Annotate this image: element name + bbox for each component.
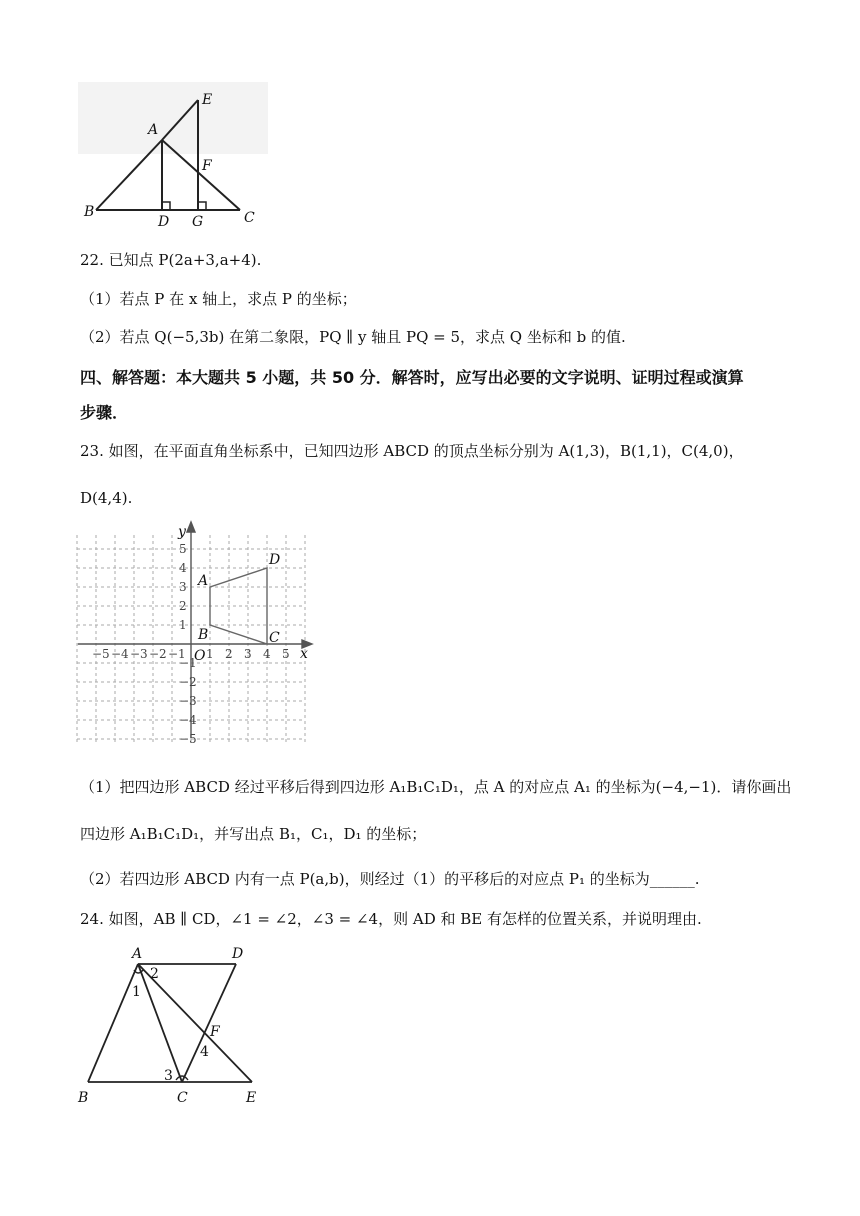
angle-label-3: 3	[164, 1068, 173, 1084]
q22-part2: （2）若点 Q(−5,3b) 在第二象限，PQ ∥ y 轴且 PQ = 5，求点 Q 坐标和 b 的值.	[80, 328, 626, 346]
label-point-d: D	[269, 552, 281, 568]
label-a: A	[148, 122, 159, 138]
x-tick-label: −3	[130, 647, 148, 661]
y-tick-label: −3	[179, 694, 197, 708]
angle-label-2: 2	[150, 966, 159, 982]
y-tick-label: −1	[179, 656, 197, 670]
x-tick-label: −4	[111, 647, 129, 661]
segment-dc	[182, 964, 236, 1082]
x-tick-label: 1	[206, 647, 214, 661]
label-d: D	[158, 214, 170, 227]
q24-stem: 24. 如图，AB ∥ CD，∠1 = ∠2，∠3 = ∠4，则 AD 和 BE 有怎样的位置关系，并说明理由.	[80, 910, 702, 928]
label-b: B	[84, 204, 95, 220]
label-b: B	[78, 1090, 89, 1106]
y-tick-label: 2	[179, 599, 187, 613]
figure-triangle-efg	[78, 82, 268, 227]
label-g: G	[192, 214, 204, 227]
x-tick-label: 3	[244, 647, 252, 661]
label-point-a: A	[198, 573, 209, 589]
y-axis-arrow	[187, 522, 195, 532]
q22-part1: （1）若点 P 在 x 轴上，求点 P 的坐标；	[80, 290, 357, 308]
x-tick-label: 5	[282, 647, 290, 661]
angle-label-1: 1	[132, 984, 141, 1000]
x-tick-label: −1	[168, 647, 186, 661]
label-a: A	[132, 946, 143, 962]
y-tick-label: 1	[179, 618, 187, 632]
x-tick-label: 2	[225, 647, 233, 661]
y-tick-label: 3	[179, 580, 187, 594]
angle-label-4: 4	[200, 1044, 209, 1060]
y-axis-label: y	[178, 524, 186, 540]
y-tick-label: −2	[179, 675, 197, 689]
y-tick-label: 4	[179, 561, 187, 575]
q22-stem: 22. 已知点 P(2a+3,a+4).	[80, 251, 262, 269]
label-point-b: B	[198, 627, 209, 643]
label-e: E	[246, 1090, 257, 1106]
label-e: E	[202, 92, 213, 108]
y-tick-label: −5	[179, 732, 197, 746]
q23-stem-line2: D(4,4).	[80, 489, 133, 507]
segment-ac	[138, 964, 182, 1082]
figure-parallelogram	[72, 940, 272, 1110]
label-f: F	[210, 1024, 220, 1040]
y-tick-label: −4	[179, 713, 197, 727]
q23-stem-line1: 23. 如图，在平面直角坐标系中，已知四边形 ABCD 的顶点坐标分别为 A(1,3)，B(1,1)，C(4,0)，	[80, 442, 744, 460]
q23-part2: （2）若四边形 ABCD 内有一点 P(a,b)，则经过（1）的平移后的对应点 P₁ 的坐标为______.	[80, 870, 700, 888]
y-tick-label: 5	[179, 542, 187, 556]
label-f: F	[202, 158, 212, 174]
label-c: C	[177, 1090, 188, 1106]
x-tick-label: −2	[149, 647, 167, 661]
section4-heading-line1: 四、解答题：本大题共 5 小题，共 50 分．解答时，应写出必要的文字说明、证明过程或演算	[80, 368, 744, 387]
x-tick-label: −5	[92, 647, 110, 661]
x-axis-label: x	[300, 646, 308, 662]
coordinate-grid-figure	[72, 518, 322, 748]
label-point-c: C	[269, 630, 280, 646]
section4-heading-line2: 步骤．	[80, 403, 129, 422]
label-c: C	[244, 210, 255, 226]
q23-part1-line2: 四边形 A₁B₁C₁D₁，并写出点 B₁，C₁，D₁ 的坐标；	[80, 825, 427, 843]
origin-label: O	[194, 648, 206, 664]
q23-part1-line1: （1）把四边形 ABCD 经过平移后得到四边形 A₁B₁C₁D₁，点 A 的对应点 A₁ 的坐标为(−4,−1)．请你画出	[80, 778, 792, 796]
segment-ba	[88, 964, 138, 1082]
label-d: D	[232, 946, 244, 962]
x-tick-label: 4	[263, 647, 271, 661]
